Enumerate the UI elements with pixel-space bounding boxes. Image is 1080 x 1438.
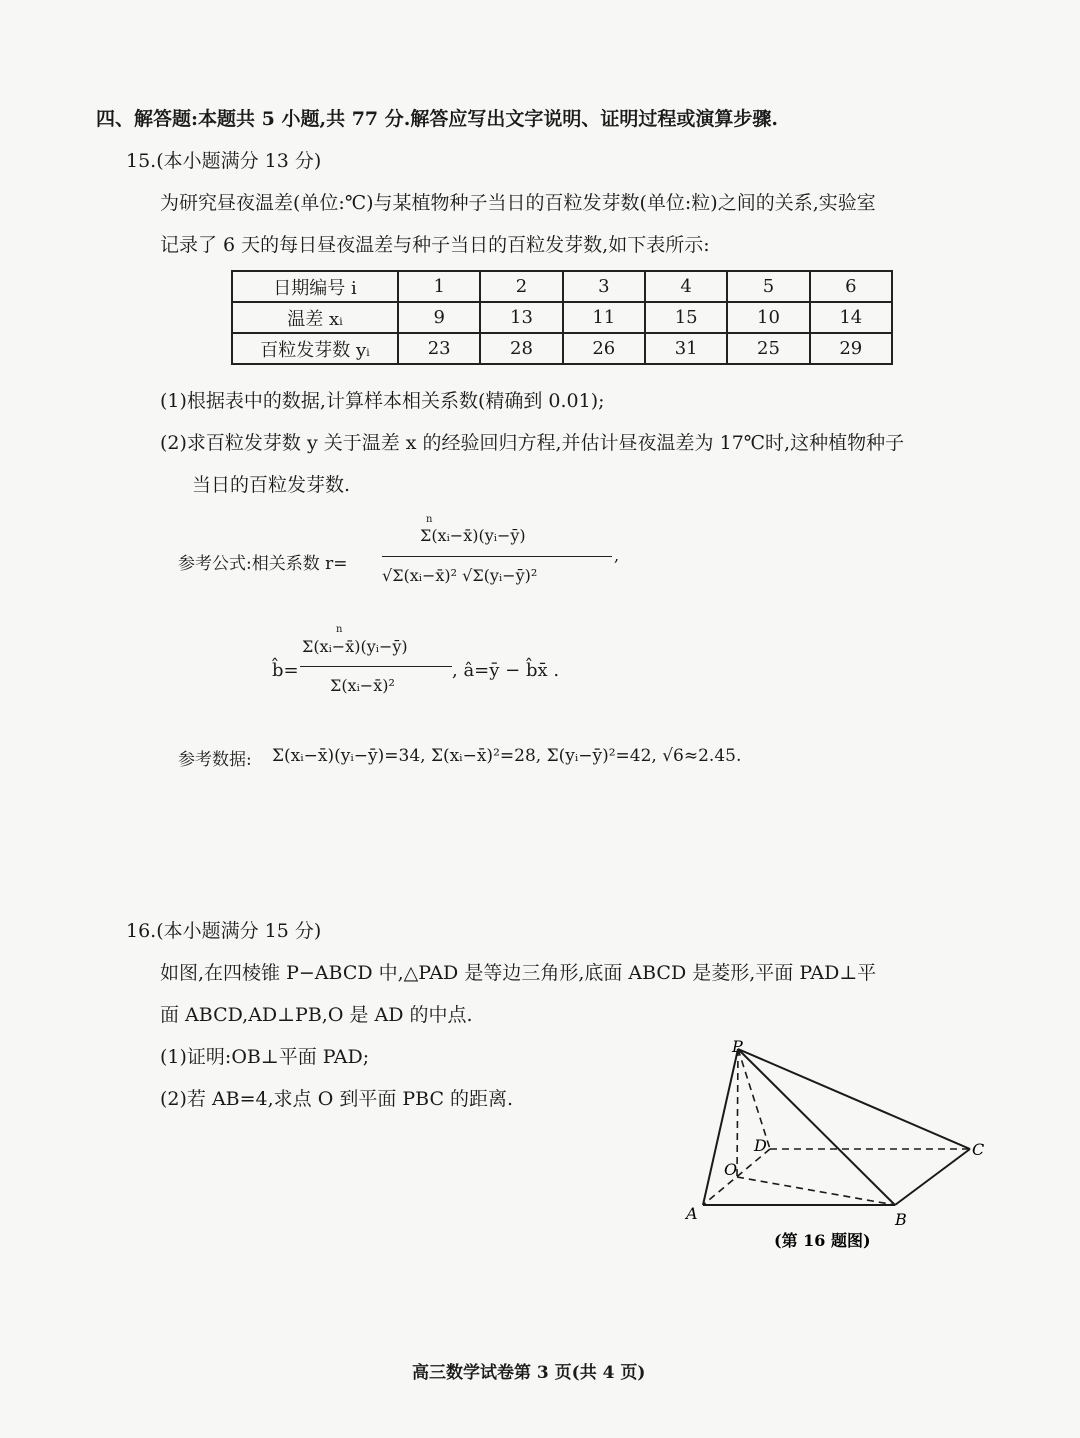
q15-part1: (1)根据表中的数据,计算样本相关系数(精确到 0.01); (160, 390, 605, 412)
pyramid-figure (680, 1035, 1000, 1265)
table-cell: 2 (480, 271, 562, 302)
section-heading: 四、解答题:本题共 5 小题,共 77 分.解答应写出文字说明、证明过程或演算步骤. (96, 108, 778, 130)
table-cell: 25 (727, 333, 809, 364)
formula-r-denominator: √Σ(xᵢ−x̄)² √Σ(yᵢ−ȳ)² (382, 566, 538, 585)
table-row-label: 日期编号 i (232, 271, 398, 302)
table-cell: 14 (810, 302, 892, 333)
q15-intro-line2: 记录了 6 天的每日昼夜温差与种子当日的百粒发芽数,如下表所示: (160, 234, 710, 256)
formula-b-lhs: b̂= (272, 660, 299, 681)
figure-caption: (第 16 题图) (774, 1231, 871, 1250)
table-cell: 31 (645, 333, 727, 364)
fraction-bar (300, 666, 452, 667)
q15-part2-line2: 当日的百粒发芽数. (192, 474, 351, 496)
sum-upper-limit: n (336, 624, 343, 635)
vertex-label-B: B (895, 1210, 907, 1229)
q15-title: 15.(本小题满分 13 分) (126, 150, 322, 172)
formula-r-numerator: Σ(xᵢ−x̄)(yᵢ−ȳ) (420, 526, 526, 545)
table-cell: 26 (563, 333, 645, 364)
comma: , (614, 546, 620, 565)
page-footer: 高三数学试卷第 3 页(共 4 页) (412, 1363, 646, 1383)
table-cell: 11 (563, 302, 645, 333)
formula-b-numerator: Σ(xᵢ−x̄)(yᵢ−ȳ) (302, 637, 408, 656)
vertex-label-D: D (754, 1136, 767, 1155)
formula-b-denominator: Σ(xᵢ−x̄)² (330, 676, 395, 695)
vertex-label-O: O (724, 1160, 738, 1179)
table-cell: 29 (810, 333, 892, 364)
q16-part1: (1)证明:OB⊥平面 PAD; (160, 1046, 370, 1068)
table-cell: 13 (480, 302, 562, 333)
formula-label: 参考公式:相关系数 r= (178, 554, 348, 574)
table-cell: 4 (645, 271, 727, 302)
table-row (232, 271, 892, 302)
q16-line1: 如图,在四棱锥 P−ABCD 中,△PAD 是等边三角形,底面 ABCD 是菱形,平面 PAD⊥平 (160, 962, 877, 984)
q16-line2: 面 ABCD,AD⊥PB,O 是 AD 的中点. (160, 1004, 473, 1026)
edge-BC (895, 1149, 970, 1205)
table-row-label: 百粒发芽数 yᵢ (232, 333, 398, 364)
table-row (232, 302, 892, 333)
table-cell: 23 (398, 333, 480, 364)
table-cell: 10 (727, 302, 809, 333)
table-cell: 5 (727, 271, 809, 302)
vertex-label-P: P (732, 1037, 743, 1056)
segment-PO (737, 1049, 738, 1177)
formula-a: , â=ȳ − b̂x̄ . (452, 660, 560, 681)
fraction-bar (382, 556, 612, 557)
table-cell: 9 (398, 302, 480, 333)
reference-data: Σ(xᵢ−x̄)(yᵢ−ȳ)=34, Σ(xᵢ−x̄)²=28, Σ(yᵢ−ȳ)²=42, √6≈2.45. (272, 746, 742, 766)
edge-PA (703, 1049, 738, 1205)
table-row (232, 333, 892, 364)
data-label: 参考数据: (178, 750, 252, 770)
q16-part2: (2)若 AB=4,求点 O 到平面 PBC 的距离. (160, 1088, 514, 1110)
table-cell: 1 (398, 271, 480, 302)
q15-intro-line1: 为研究昼夜温差(单位:℃)与某植物种子当日的百粒发芽数(单位:粒)之间的关系,实验室 (160, 192, 876, 214)
vertex-label-A: A (686, 1204, 698, 1223)
q15-data-table (231, 270, 893, 365)
table-cell: 15 (645, 302, 727, 333)
table-row-label: 温差 xᵢ (232, 302, 398, 333)
sum-upper-limit: n (426, 514, 433, 525)
table-cell: 6 (810, 271, 892, 302)
table-cell: 28 (480, 333, 562, 364)
q15-part2-line1: (2)求百粒发芽数 y 关于温差 x 的经验回归方程,并估计昼夜温差为 17℃时,这种植物种子 (160, 432, 905, 454)
vertex-label-C: C (972, 1140, 985, 1159)
edge-PC (738, 1049, 970, 1149)
table-cell: 3 (563, 271, 645, 302)
q16-title: 16.(本小题满分 15 分) (126, 920, 322, 942)
